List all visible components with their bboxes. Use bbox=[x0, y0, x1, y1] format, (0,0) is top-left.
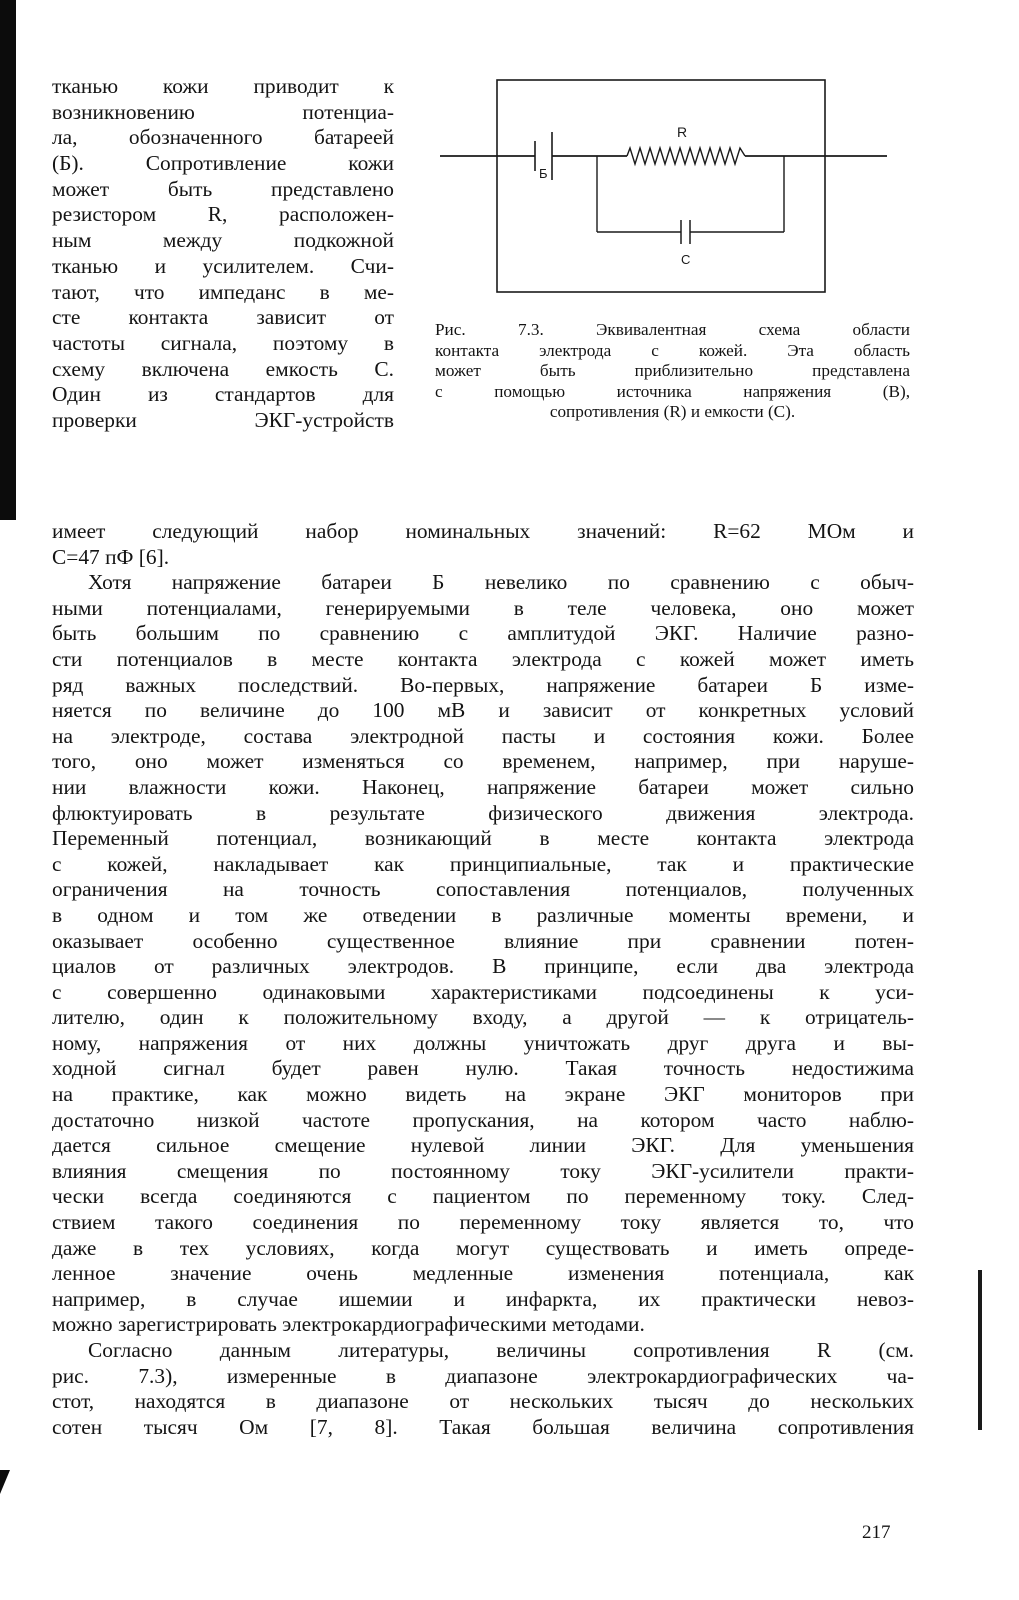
caption-line: может быть приблизительно представлена bbox=[435, 361, 910, 381]
text-line: стот, находятся в диапазоне от нескольких тысяч до нескольких bbox=[52, 1389, 914, 1414]
capacitor-label: C bbox=[681, 252, 691, 267]
text-line: тканью и усилителем. Счи- bbox=[52, 253, 394, 278]
text-line: например, в случае ишемии и инфаркта, их практически невоз- bbox=[52, 1286, 914, 1311]
text-line: Один из стандартов для bbox=[52, 382, 394, 407]
text-line: ла, обозначенного батареей bbox=[52, 125, 394, 150]
text-line: нии влажности кожи. Наконец, напряжение батареи может сильно bbox=[52, 774, 914, 799]
text-line: на практике, как можно видеть на экране ЭКГ мониторов при bbox=[52, 1082, 914, 1107]
text-line: достаточно низкой частоте пропускания, на котором часто наблю- bbox=[52, 1107, 914, 1132]
text-line: быть большим по сравнению с амплитудой ЭКГ. Наличие разно- bbox=[52, 621, 914, 646]
text-line: С=47 пФ [6]. bbox=[52, 544, 170, 569]
scan-edge-shadow bbox=[0, 0, 16, 520]
text-line: оказывает особенно существенное влияние при сравнении потен- bbox=[52, 928, 914, 953]
text-line: имеет следующий набор номинальных значений: R=62 МОм и bbox=[52, 519, 914, 543]
text-line: влияния смещения по постоянному току ЭКГ-усилители практи- bbox=[52, 1158, 914, 1183]
text-line: в одном и том же отведении в различные моменты времени, и bbox=[52, 902, 914, 927]
text-line: даже в тех условиях, когда могут существовать и иметь опреде- bbox=[52, 1235, 914, 1260]
text-line: лителю, один к положительному входу, а другой — к отрицатель- bbox=[52, 1005, 914, 1030]
page-number: 217 bbox=[862, 1522, 891, 1543]
text-line: проверки ЭКГ-устройств bbox=[52, 407, 394, 432]
text-line: схему включена емкость С. bbox=[52, 356, 394, 381]
text-line: может быть представлено bbox=[52, 176, 394, 201]
text-line: (Б). Сопротивление кожи bbox=[52, 151, 394, 176]
caption-line: контакта электрода с кожей. Эта область bbox=[435, 340, 910, 360]
text-line: тают, что импеданс в ме- bbox=[52, 279, 394, 304]
scan-edge-line bbox=[978, 1270, 982, 1430]
text-line: можно зарегистрировать электрокардиографическими методами. bbox=[52, 1312, 645, 1337]
book-page bbox=[52, 74, 914, 1440]
body-text bbox=[52, 519, 914, 1440]
text-line: сте контакта зависит от bbox=[52, 305, 394, 330]
text-line: того, оно может изменяться со временем, например, при наруше- bbox=[52, 749, 914, 774]
text-line: резистором R, расположен- bbox=[52, 202, 394, 227]
caption-line: сопротивления (R) и емкости (С). bbox=[549, 402, 796, 422]
top-block bbox=[52, 74, 914, 519]
equivalent-circuit-diagram bbox=[427, 74, 914, 302]
text-line: рис. 7.3), измеренные в диапазоне электрокардиографических ча- bbox=[52, 1363, 914, 1388]
text-line: ходной сигнал будет равен нулю. Такая точность недостижима bbox=[52, 1056, 914, 1081]
text-line: на электроде, состава электродной пасты и состояния кожи. Более bbox=[52, 723, 914, 748]
text-line: флюктуировать в результате физического движения электрода. bbox=[52, 800, 914, 825]
text-line: тканью кожи приводит к bbox=[52, 74, 394, 98]
caption-line: Рис. 7.3. Эквивалентная схема области bbox=[435, 320, 910, 339]
paragraph-1-continuation bbox=[52, 519, 914, 570]
text-line: сотен тысяч Ом [7, 8]. Такая большая величина сопротивления bbox=[52, 1414, 914, 1439]
text-line: частоты сигнала, поэтому в bbox=[52, 330, 394, 355]
text-line: ным между подкожной bbox=[52, 228, 394, 253]
text-line: ствием такого соединения по переменному току является то, что bbox=[52, 1210, 914, 1235]
text-line: няется по величине до 100 мВ и зависит от конкретных условий bbox=[52, 698, 914, 723]
text-line: ограничения на точность сопоставления потенциалов, полученных bbox=[52, 877, 914, 902]
text-line: дается сильное смещение нулевой линии ЭКГ. Для уменьшения bbox=[52, 1133, 914, 1158]
text-line: с совершенно одинаковыми характеристиками подсоединены к уси- bbox=[52, 979, 914, 1004]
text-line: ными потенциалами, генерируемыми в теле человека, оно может bbox=[52, 595, 914, 620]
text-line: возникновению потенциа- bbox=[52, 99, 394, 124]
intro-column bbox=[52, 74, 394, 434]
text-line: с кожей, накладывает как принципиальные, так и практические bbox=[52, 851, 914, 876]
text-line: сти потенциалов в месте контакта электрода с кожей может иметь bbox=[52, 646, 914, 671]
text-line: циалов от различных электродов. В принципе, если два электрода bbox=[52, 954, 914, 979]
battery-label: Б bbox=[539, 166, 548, 181]
caption-line: с помощью источника напряжения (В), bbox=[435, 381, 910, 401]
figure-7-3 bbox=[427, 74, 914, 423]
resistor-label: R bbox=[677, 124, 688, 140]
text-line: чески всегда соединяются с пациентом по переменному току. След- bbox=[52, 1184, 914, 1209]
paragraph-2 bbox=[52, 570, 914, 1338]
text-line: Согласно данным литературы, величины сопротивления R (см. bbox=[88, 1338, 914, 1362]
resistor-zigzag bbox=[627, 148, 745, 164]
text-line: ряд важных последствий. Во-первых, напряжение батареи Б изме- bbox=[52, 672, 914, 697]
text-line: Хотя напряжение батареи Б невелико по сравнению с обыч- bbox=[88, 570, 914, 595]
text-line: ному, напряжения от них должны уничтожать друг друга и вы- bbox=[52, 1030, 914, 1055]
figure-caption bbox=[427, 320, 914, 423]
text-line: Переменный потенциал, возникающий в месте контакта электрода bbox=[52, 826, 914, 851]
scan-corner-mark bbox=[0, 1470, 10, 1494]
text-line: ленное значение очень медленные изменения потенциала, как bbox=[52, 1261, 914, 1286]
paragraph-3 bbox=[52, 1338, 914, 1440]
diagram-frame bbox=[497, 80, 825, 292]
